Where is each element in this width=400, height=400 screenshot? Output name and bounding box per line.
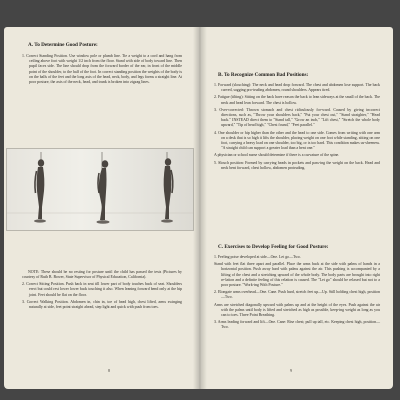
bad-position-item: 3. Over-corrected: Thrown stomach and chest ridiculously for-ward. Caused by giving incorrect directions, such as, "Throw your shoulders back," "Put your chest out," "Stand straighter," "Head back." INSTEAD direct them to "Stand tall," "Grow an inch," "Lift chest," "Stretch the whole body upward," "Tip of head high," "Chest found," "Feet parallel.": [214, 107, 380, 128]
section-b-body: [214, 83, 380, 173]
exercise-item: 1. Feeling poise developed at side—One. Let go—Two.: [214, 255, 301, 259]
sitting-position-text: 2. Correct Sitting Position. Push back in seat till lower part of body touches back of seat. Shoulders erect but could rest lower lower back touching it also. When leaning forward bend only at the hip joint. Feet should be flat on the floor.: [22, 282, 182, 297]
exercise-item: Arms are stretched diagonally upward with palms up and at the height of the eyes. Push against the air with the palms until body is lifted and stretched as high as possible, keep-ing weight as long as you can to toes. Three Point Breathing.: [214, 302, 380, 318]
photo-note: NOTE: These should be no resting for posture until the child has passed the tests (Pictures by courtesy of Ruth B. Bower, State Supervisor of Physical Education, California).: [22, 270, 182, 280]
section-a-continued: [22, 270, 182, 312]
bad-position-item: 1. Forward (slouching): The neck and head drop forward. The chest and abdomen lose support. The back curved, sagging pro-truding abdomen, round shoulders. Appears tired.: [214, 83, 380, 93]
section-b-heading: B. To Recognize Common Bad Positions:: [218, 72, 309, 78]
section-a-body: [22, 54, 182, 87]
section-c-heading: C. Exercises to Develop Feeling for Good Posture:: [218, 244, 329, 250]
posture-photograph: [6, 148, 194, 231]
section-a-heading: A. To Determine Good Posture:: [28, 42, 98, 48]
posture-figures-image: [7, 149, 193, 230]
left-page-number: 8: [108, 368, 110, 373]
exercise-item: Stand with feet flat three apart and parallel. Place the arms back at the side with palms of hands in a horizontal position. Push away hard with palms against the air. This pushing is accompanied by a lifting of the chest and a stretching upward of the whole body. The body parts are brought into right re-lation and a definite feeling of this relation is caused. The "Let go" should be relaxed but not to a poor posture. "Work-ing With Posture.": [214, 262, 380, 288]
standing-position-text: 1. Correct Standing Position. Use window pole or plumb line. Tie a weight to a cord and hang from ceiling above foot with weight 1/2 inch from the floor. Stand with side of body toward line. Then pupil faces side. The line should drop from the forward border of the ear, in front of the middle point of the shoulder, to the half of the foot. In correct standing position the weights of the body is on the balls of the feet and the long axis of the head, neck, body, and legs forms a straight line. At poor posture, the axis of the neck, head, and trunk is broken into zigzag lines.: [22, 54, 182, 85]
exercise-item: 3. Arms leading forward and lift—One. Cane: Rise chest; pull up tall, etc. Keeping chest high, position—Two.: [214, 320, 380, 330]
posture-figure-1: [34, 152, 46, 223]
walking-position-text: 3. Correct Walking Position. Abdomen in, chin in, toe of head high, chest lifted, arms swinging naturally at side, feet point straight ahead, step light and quick with push from toes.: [22, 299, 182, 310]
bad-position-item: 5. Slouch position: Formed by carrying heads in pockets and pass-ing the weight on the back. Head and neck bent forward, chest hollow, abdomen protruding.: [214, 160, 380, 170]
right-page-number: 9: [290, 368, 292, 373]
right-page: [200, 27, 393, 389]
posture-figure-3: [161, 152, 173, 223]
book-gutter-shadow: [193, 27, 207, 389]
bad-position-item: 4. One shoulder or hip higher than the other and the head to one side. Comes from writing with one arm on a desk that is so high it lifts the shoulder, placing weight on one foot while standing, sitting on one foot, carrying a heavy load on one shoulder, too big, or is too hard. This condition makes us-sheeness. "A straight child can support a greater load than a bent one.": [214, 130, 380, 151]
exercise-item: 2. Elongate arms overhead—One. Cane. Push hard, stretch feet up—Up. Still holding chest high, position—Two.: [214, 290, 380, 300]
bad-position-item: A physician or school nurse should determine if there is a curvature of the spine.: [214, 153, 340, 158]
section-c-body: [214, 255, 380, 333]
bad-position-item: 2. Fatigue (tilting): Sitting on the back have reason the back to lean sideways at the small of the back. The neck and head lean forward. The chest is hollow.: [214, 95, 380, 105]
